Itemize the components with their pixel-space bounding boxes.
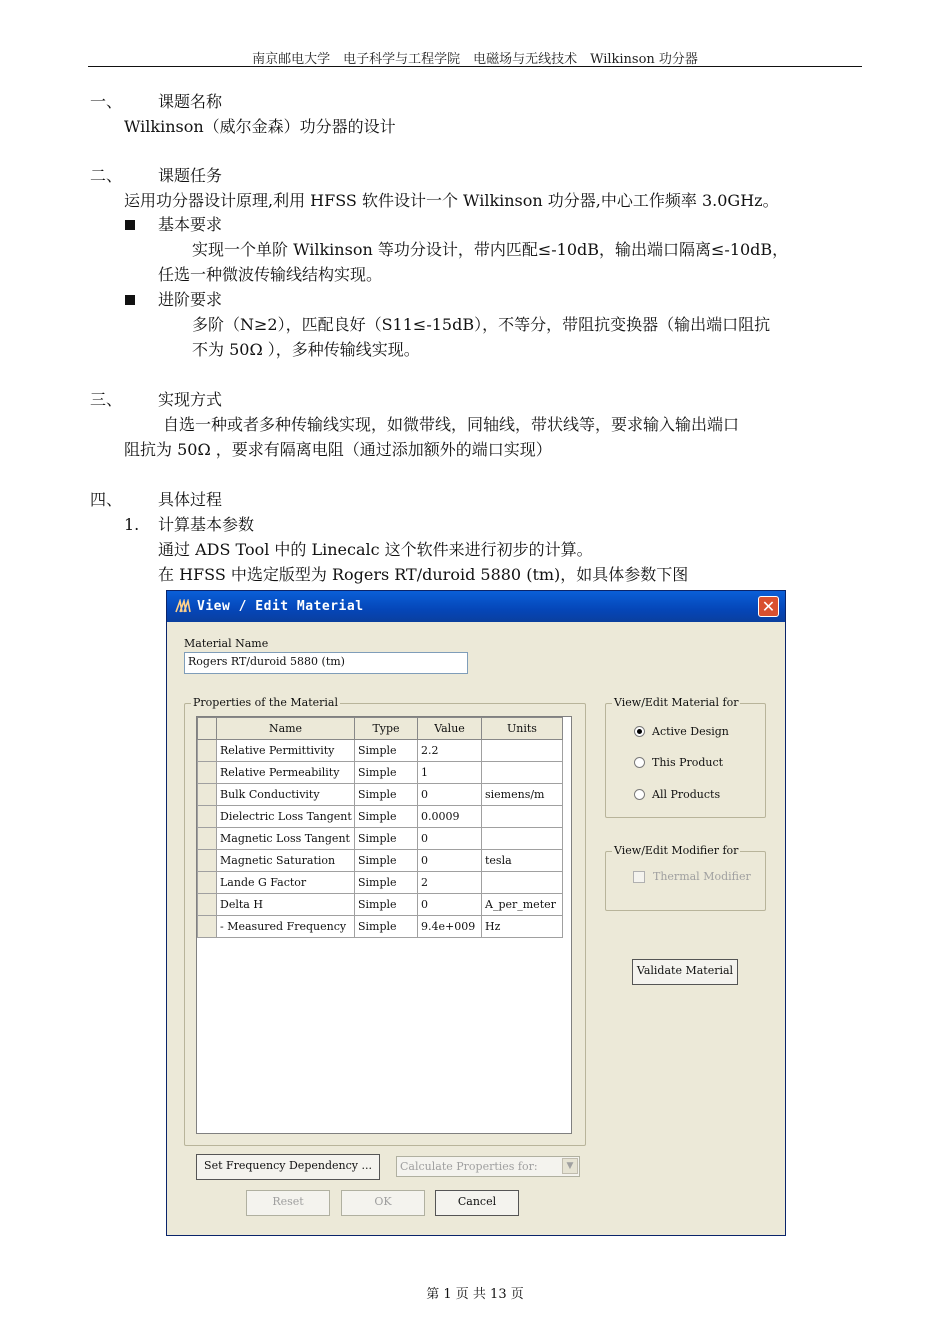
validate-material-button[interactable]: Validate Material bbox=[632, 959, 738, 985]
sec4-item-number: 1. bbox=[124, 515, 140, 534]
sec4-line2: 在 HFSS 中选定版型为 Rogers RT/duroid 5880 (tm)，如具体参数下图 bbox=[158, 565, 689, 584]
row-selector[interactable] bbox=[198, 762, 217, 784]
material-name-input[interactable]: Rogers RT/duroid 5880 (tm) bbox=[184, 652, 468, 674]
viewedit-group-title: View/Edit Material for bbox=[614, 696, 739, 709]
cell-units[interactable] bbox=[482, 762, 563, 784]
properties-group-title: Properties of the Material bbox=[193, 696, 338, 709]
cell-value[interactable]: 0 bbox=[418, 784, 482, 806]
cell-value[interactable]: 2.2 bbox=[418, 740, 482, 762]
sec4-item-title: 计算基本参数 bbox=[158, 515, 255, 534]
row-selector[interactable] bbox=[198, 784, 217, 806]
cell-type[interactable]: Simple bbox=[355, 806, 418, 828]
close-button[interactable] bbox=[758, 596, 779, 617]
cell-type[interactable]: Simple bbox=[355, 872, 418, 894]
cell-units[interactable] bbox=[482, 872, 563, 894]
radio-this-product[interactable] bbox=[634, 757, 645, 768]
material-name-label: Material Name bbox=[184, 637, 269, 650]
page-header: 南京邮电大学 电子科学与工程学院 电磁场与无线技术 Wilkinson 功分器 bbox=[252, 52, 698, 67]
column-header-value[interactable]: Value bbox=[418, 718, 482, 740]
radio-this-product-label[interactable]: This Product bbox=[652, 756, 724, 769]
radio-all-products[interactable] bbox=[634, 789, 645, 800]
cancel-button[interactable]: Cancel bbox=[435, 1190, 519, 1216]
sec3-number: 三、 bbox=[90, 390, 123, 409]
cell-name: Delta H bbox=[217, 894, 355, 916]
chevron-down-icon[interactable]: ▼ bbox=[562, 1158, 578, 1174]
cell-name: Relative Permeability bbox=[217, 762, 355, 784]
row-selector[interactable] bbox=[198, 828, 217, 850]
cell-value[interactable]: 1 bbox=[418, 762, 482, 784]
table-row[interactable] bbox=[198, 894, 563, 916]
row-selector[interactable] bbox=[198, 916, 217, 938]
cell-units[interactable]: tesla bbox=[482, 850, 563, 872]
thermal-modifier-label: Thermal Modifier bbox=[653, 870, 751, 883]
thermal-modifier-checkbox[interactable] bbox=[633, 871, 645, 883]
cell-value[interactable]: 0 bbox=[418, 828, 482, 850]
radio-active-design[interactable] bbox=[634, 726, 645, 737]
cell-units[interactable] bbox=[482, 806, 563, 828]
basic-req-line2: 任选一种微波传输线结构实现。 bbox=[158, 265, 383, 284]
calculate-properties-value: Calculate Properties for: bbox=[400, 1160, 538, 1173]
cell-units[interactable] bbox=[482, 740, 563, 762]
table-row[interactable] bbox=[198, 740, 563, 762]
page-footer: 第 1 页 共 13 页 bbox=[426, 1287, 524, 1302]
table-row[interactable] bbox=[198, 850, 563, 872]
bullet-square bbox=[125, 215, 135, 235]
row-selector[interactable] bbox=[198, 806, 217, 828]
bullet-square bbox=[125, 290, 135, 310]
dialog-title: View / Edit Material bbox=[197, 599, 364, 614]
table-row[interactable] bbox=[198, 762, 563, 784]
hfss-app-icon bbox=[175, 599, 191, 613]
cell-name: Bulk Conductivity bbox=[217, 784, 355, 806]
sec2-number: 二、 bbox=[90, 166, 123, 185]
row-selector[interactable] bbox=[198, 894, 217, 916]
cell-type[interactable]: Simple bbox=[355, 894, 418, 916]
row-selector-header bbox=[198, 718, 217, 740]
cell-type[interactable]: Simple bbox=[355, 916, 418, 938]
column-header-type[interactable]: Type bbox=[355, 718, 418, 740]
table-row[interactable] bbox=[198, 916, 563, 938]
table-row[interactable] bbox=[198, 806, 563, 828]
sec1-number: 一、 bbox=[90, 92, 123, 111]
dialog-titlebar[interactable] bbox=[167, 591, 785, 622]
row-selector[interactable] bbox=[198, 740, 217, 762]
adv-req-title: 进阶要求 bbox=[158, 290, 223, 309]
column-header-units[interactable]: Units bbox=[482, 718, 563, 740]
cell-type[interactable]: Simple bbox=[355, 740, 418, 762]
modifier-group-title: View/Edit Modifier for bbox=[614, 844, 739, 857]
close-icon: ✕ bbox=[761, 597, 776, 616]
ok-button[interactable]: OK bbox=[341, 1190, 425, 1216]
row-selector[interactable] bbox=[198, 850, 217, 872]
cell-units[interactable] bbox=[482, 828, 563, 850]
sec3-line1: 自选一种或者多种传输线实现，如微带线，同轴线，带状线等，要求输入输出端口 bbox=[163, 415, 740, 434]
table-row[interactable] bbox=[198, 828, 563, 850]
table-row[interactable] bbox=[198, 784, 563, 806]
cell-name: Lande G Factor bbox=[217, 872, 355, 894]
reset-button[interactable]: Reset bbox=[246, 1190, 330, 1216]
set-frequency-dependency-button[interactable]: Set Frequency Dependency ... bbox=[196, 1154, 380, 1180]
cell-type[interactable]: Simple bbox=[355, 828, 418, 850]
radio-active-design-label[interactable]: Active Design bbox=[652, 725, 729, 738]
cell-name: Relative Permittivity bbox=[217, 740, 355, 762]
grid-header-row bbox=[198, 718, 563, 740]
cell-value[interactable]: 0 bbox=[418, 850, 482, 872]
cell-value[interactable]: 2 bbox=[418, 872, 482, 894]
properties-grid bbox=[196, 716, 572, 1134]
sec2-title: 课题任务 bbox=[158, 166, 223, 185]
cell-value[interactable]: 0.0009 bbox=[418, 806, 482, 828]
calculate-properties-combo[interactable] bbox=[396, 1156, 580, 1177]
cell-units[interactable]: siemens/m bbox=[482, 784, 563, 806]
sec3-line2: 阻抗为 50Ω ，要求有隔离电阻（通过添加额外的端口实现） bbox=[124, 440, 552, 459]
cell-name: Magnetic Saturation bbox=[217, 850, 355, 872]
cell-type[interactable]: Simple bbox=[355, 784, 418, 806]
cell-name: - Measured Frequency bbox=[217, 916, 355, 938]
basic-req-title: 基本要求 bbox=[158, 215, 223, 234]
basic-req-line1: 实现一个单阶 Wilkinson 等功分设计，带内匹配≤-10dB，输出端口隔离≤-10dB， bbox=[192, 240, 789, 259]
sec4-title: 具体过程 bbox=[158, 490, 223, 509]
column-header-name[interactable]: Name bbox=[217, 718, 355, 740]
cell-name: Dielectric Loss Tangent bbox=[217, 806, 355, 828]
cell-name: Magnetic Loss Tangent bbox=[217, 828, 355, 850]
cell-type[interactable]: Simple bbox=[355, 850, 418, 872]
sec3-title: 实现方式 bbox=[158, 390, 223, 409]
adv-req-line2: 不为 50Ω ），多种传输线实现。 bbox=[192, 340, 420, 359]
sec1-title: 课题名称 bbox=[158, 92, 223, 111]
sec4-line1: 通过 ADS Tool 中的 Linecalc 这个软件来进行初步的计算。 bbox=[158, 540, 593, 559]
cell-type[interactable]: Simple bbox=[355, 762, 418, 784]
cell-units[interactable]: A_per_meter bbox=[482, 894, 563, 916]
radio-all-products-label[interactable]: All Products bbox=[652, 788, 721, 801]
cell-value[interactable]: 9.4e+009 bbox=[418, 916, 482, 938]
row-selector[interactable] bbox=[198, 872, 217, 894]
table-row[interactable] bbox=[198, 872, 563, 894]
sec1-body: Wilkinson（威尔金森）功分器的设计 bbox=[124, 117, 396, 136]
sec4-number: 四、 bbox=[90, 490, 123, 509]
cell-units[interactable]: Hz bbox=[482, 916, 563, 938]
sec2-body: 运用功分器设计原理,利用 HFSS 软件设计一个 Wilkinson 功分器,中心工作频率 3.0GHz。 bbox=[124, 191, 779, 210]
cell-value[interactable]: 0 bbox=[418, 894, 482, 916]
adv-req-line1: 多阶（N≥2），匹配良好（S11≤-15dB），不等分，带阻抗变换器（输出端口阻抗 bbox=[192, 315, 771, 334]
header-rule bbox=[88, 66, 862, 67]
